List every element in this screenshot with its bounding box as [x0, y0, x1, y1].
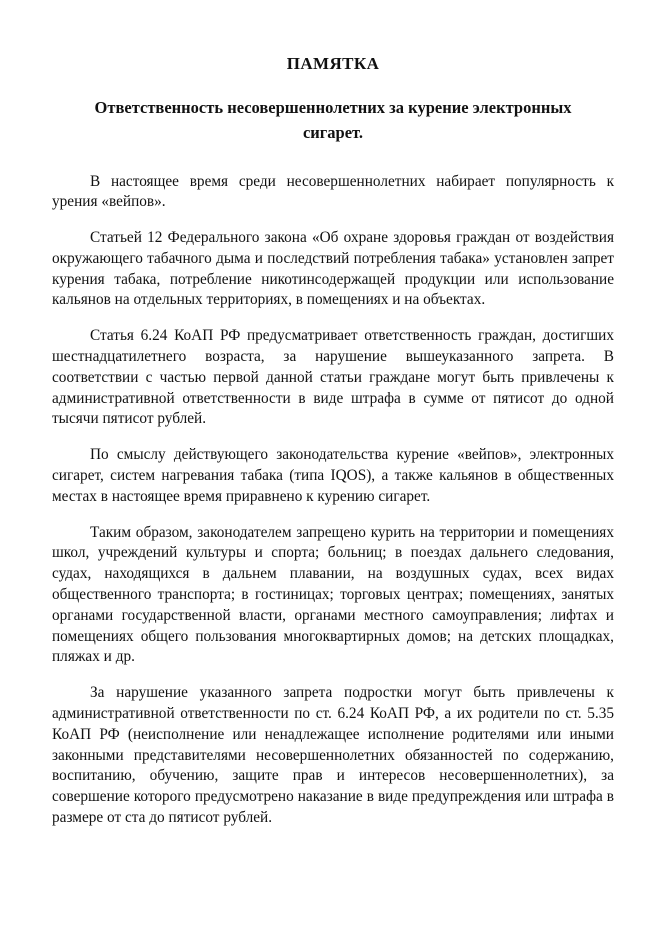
page-title: ПАМЯТКА [286, 54, 380, 73]
paragraph: За нарушение указанного запрета подростки могут быть привлечены к административной ответственности по ст. 6.24 КоАП РФ, а их родители по ст. 5.35 КоАП РФ (неисполнение или ненадлежащее исполнение родителями или иными законными представителями несовершеннолетних обязанностей по содержанию, воспитанию, обучению, защите прав и интересов несовершеннолетних), за совершение которого предусмотрено наказание в виде предупреждения или штрафа в размере от ста до пятисот рублей. [52, 684, 614, 827]
paragraph: Статьей 12 Федерального закона «Об охране здоровья граждан от воздействия окружающего табачного дыма и последствий потребления табака» установлен запрет курения табака, потребление никотинсодержащей продукции или использование кальянов на отдельных территориях, в помещениях и на объектах. [52, 229, 614, 309]
paragraph: В настоящее время среди несовершеннолетних набирает популярность к урения «вейпов». [52, 172, 614, 211]
document-body [52, 172, 614, 829]
paragraph: Статья 6.24 КоАП РФ предусматривает ответственность граждан, достигших шестнадцатилетнего возраста, за нарушение вышеуказанного запрета. В соответствии с частью первой данной статьи граждане могут быть привлечены к административной ответственности в виде штрафа в сумме от пятисот до одной тысячи пятисот рублей. [52, 327, 614, 428]
paragraph: По смыслу действующего законодательства курение «вейпов», электронных сигарет, систем нагревания табака (типа IQOS), а также кальянов в общественных местах в настоящее время приравнено к курению сигарет. [52, 446, 614, 505]
document-subtitle: Ответственность несовершеннолетних за курение электронных сигарет. [94, 98, 572, 142]
paragraph: Таким образом, законодателем запрещено курить на территории и помещениях школ, учреждений культуры и спорта; больниц; в поездах дальнего следования, судах, находящихся в дальнем плавании, на воздушных судах, всех видах общественного транспорта; в гостиницах; торговых центрах; помещениях, занятых органами государственной власти, органами местного самоуправления; лифтах и помещениях общего пользования многоквартирных домов; на детских площадках, пляжах и др. [52, 523, 614, 666]
